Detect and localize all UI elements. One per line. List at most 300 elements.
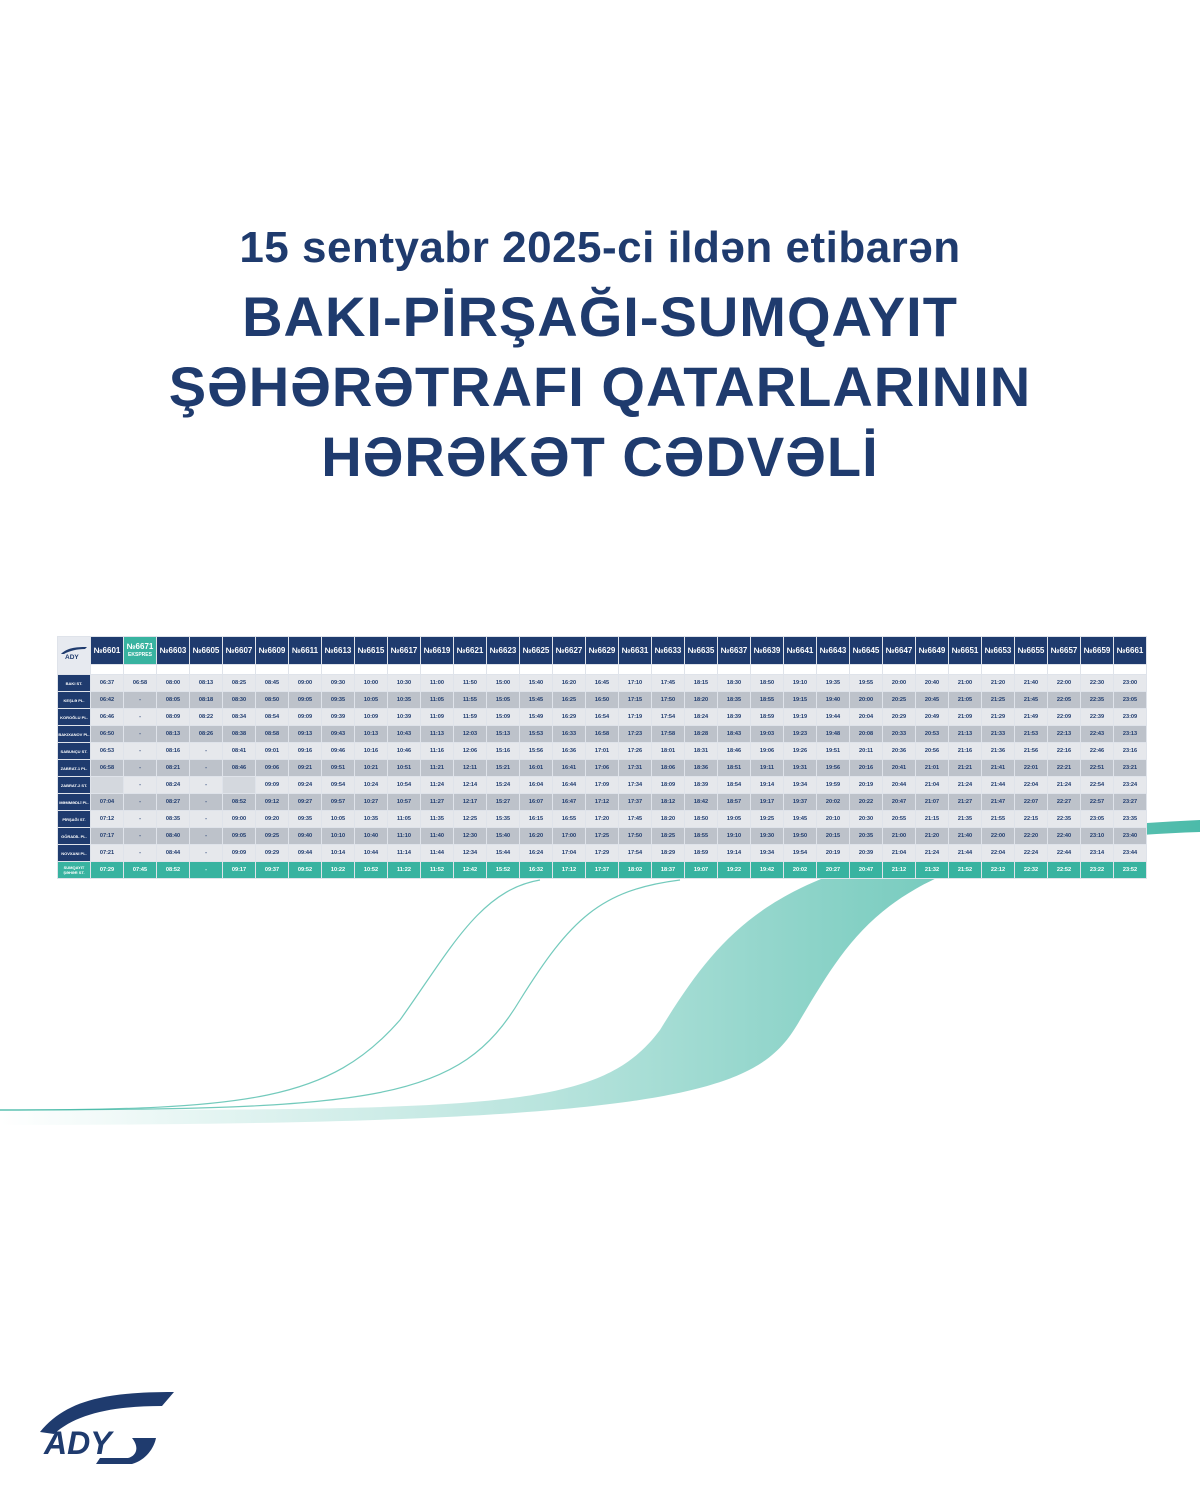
train-number-header	[1048, 637, 1080, 664]
time-cell: 22:46	[1081, 743, 1113, 759]
time-cell: 09:21	[289, 760, 321, 776]
time-cell: 06:53	[91, 743, 123, 759]
time-cell: 15:16	[487, 743, 519, 759]
time-cell: 20:36	[883, 743, 915, 759]
time-cell: -	[124, 743, 156, 759]
time-cell: 16:33	[553, 726, 585, 742]
time-cell: 21:49	[1015, 709, 1047, 725]
time-cell: 21:24	[949, 777, 981, 793]
train-number-label: №6633	[654, 646, 682, 655]
time-cell: 08:13	[190, 675, 222, 691]
time-cell: 22:07	[1015, 794, 1047, 810]
train-subheader-cell	[388, 665, 420, 674]
station-name: KEŞLƏ PL.	[58, 692, 90, 708]
time-cell: 20:30	[850, 811, 882, 827]
train-number-header	[520, 637, 552, 664]
time-cell: 12:30	[454, 828, 486, 844]
time-cell: 12:11	[454, 760, 486, 776]
time-cell: 21:47	[982, 794, 1014, 810]
time-cell: 21:27	[949, 794, 981, 810]
time-cell: 21:40	[949, 828, 981, 844]
train-number-label: №6639	[753, 646, 781, 655]
title-schedule-line: HƏRƏKƏT CƏDVƏLİ	[321, 425, 879, 488]
time-cell: 17:00	[553, 828, 585, 844]
time-cell: 21:07	[916, 794, 948, 810]
time-cell: 22:00	[1048, 675, 1080, 691]
time-cell: 19:19	[784, 709, 816, 725]
time-cell: 23:44	[1114, 845, 1146, 861]
station-name: BAKIXANOV PL.	[58, 726, 90, 742]
station-name: MƏMMƏDLİ PL.	[58, 794, 90, 810]
time-cell: 11:09	[421, 709, 453, 725]
time-cell: 08:26	[190, 726, 222, 742]
time-cell: 22:05	[1048, 692, 1080, 708]
time-cell: 10:35	[388, 692, 420, 708]
time-cell: 17:54	[652, 709, 684, 725]
train-number-header	[289, 637, 321, 664]
station-name: SUMQAYIT ŞƏHƏR ST.	[58, 862, 90, 878]
train-number-header	[355, 637, 387, 664]
time-cell: 08:21	[157, 760, 189, 776]
train-subheader-cell	[916, 665, 948, 674]
time-cell: 09:43	[322, 726, 354, 742]
time-cell: 22:27	[1048, 794, 1080, 810]
time-cell: 15:21	[487, 760, 519, 776]
train-number-header	[916, 637, 948, 664]
time-cell: 10:52	[355, 862, 387, 878]
time-cell: 17:12	[553, 862, 585, 878]
time-cell: 21:00	[883, 828, 915, 844]
time-cell: 08:24	[157, 777, 189, 793]
time-cell: 23:22	[1081, 862, 1113, 878]
time-cell: 18:09	[652, 777, 684, 793]
train-number-label: №6649	[918, 646, 946, 655]
time-cell: 19:06	[751, 743, 783, 759]
time-cell: 09:20	[256, 811, 288, 827]
time-cell: 21:24	[1048, 777, 1080, 793]
station-name: KOROĞLU PL.	[58, 709, 90, 725]
table-row	[58, 760, 1146, 776]
time-cell: 15:52	[487, 862, 519, 878]
time-cell: 20:22	[850, 794, 882, 810]
train-number-header	[256, 637, 288, 664]
time-cell: 19:54	[784, 845, 816, 861]
page-title	[0, 222, 1200, 492]
time-cell: 18:43	[718, 726, 750, 742]
time-cell: 20:39	[850, 845, 882, 861]
time-cell: 22:12	[982, 862, 1014, 878]
time-cell: 15:00	[487, 675, 519, 691]
time-cell: 10:22	[322, 862, 354, 878]
time-cell: 15:40	[520, 675, 552, 691]
time-cell: 11:52	[421, 862, 453, 878]
time-cell: 21:33	[982, 726, 1014, 742]
train-number-header	[586, 637, 618, 664]
time-cell: 06:58	[91, 760, 123, 776]
time-cell: 19:30	[751, 828, 783, 844]
train-number-header	[124, 637, 156, 664]
time-cell: 21:05	[949, 692, 981, 708]
time-cell: 11:05	[421, 692, 453, 708]
time-cell: 21:35	[949, 811, 981, 827]
time-cell: 17:50	[619, 828, 651, 844]
time-cell: 09:51	[322, 760, 354, 776]
time-cell: -	[124, 828, 156, 844]
time-cell: 20:11	[850, 743, 882, 759]
time-cell: 19:34	[784, 777, 816, 793]
time-cell: 09:46	[322, 743, 354, 759]
time-cell: 09:01	[256, 743, 288, 759]
time-cell: 17:15	[619, 692, 651, 708]
time-cell: 17:37	[586, 862, 618, 878]
train-number-header	[1081, 637, 1113, 664]
train-number-header	[388, 637, 420, 664]
time-cell: -	[124, 692, 156, 708]
time-cell: 19:45	[784, 811, 816, 827]
time-cell	[91, 777, 123, 793]
time-cell: 17:20	[586, 811, 618, 827]
time-cell: 21:21	[949, 760, 981, 776]
time-cell: 21:29	[982, 709, 1014, 725]
time-cell: 17:37	[619, 794, 651, 810]
train-number-header	[454, 637, 486, 664]
table-row	[58, 777, 1146, 793]
time-cell: 18:59	[751, 709, 783, 725]
time-cell: 07:04	[91, 794, 123, 810]
time-cell: 16:50	[586, 692, 618, 708]
time-cell: 19:26	[784, 743, 816, 759]
time-cell: 16:45	[586, 675, 618, 691]
train-number-label: №6651	[951, 646, 979, 655]
time-cell: 06:50	[91, 726, 123, 742]
time-cell: 21:32	[916, 862, 948, 878]
time-cell: 08:52	[157, 862, 189, 878]
time-cell: 18:24	[685, 709, 717, 725]
time-cell: 18:37	[652, 862, 684, 878]
time-cell: 23:14	[1081, 845, 1113, 861]
time-cell: 18:39	[718, 709, 750, 725]
time-cell: 06:42	[91, 692, 123, 708]
time-cell: 22:35	[1048, 811, 1080, 827]
time-cell: 23:00	[1114, 675, 1146, 691]
time-cell: 20:02	[784, 862, 816, 878]
time-cell: 20:45	[916, 692, 948, 708]
time-cell: 19:59	[817, 777, 849, 793]
time-cell: 10:57	[388, 794, 420, 810]
time-cell: 09:12	[256, 794, 288, 810]
time-cell: 10:27	[355, 794, 387, 810]
time-cell: 09:54	[322, 777, 354, 793]
time-cell: 21:41	[982, 760, 1014, 776]
train-number-label: №6627	[555, 646, 583, 655]
time-cell: 21:56	[1015, 743, 1047, 759]
time-cell: 12:06	[454, 743, 486, 759]
time-cell: 22:20	[1015, 828, 1047, 844]
train-subheader-cell	[454, 665, 486, 674]
train-number-label: №6629	[588, 646, 616, 655]
time-cell: 15:05	[487, 692, 519, 708]
time-cell: 19:07	[685, 862, 717, 878]
time-cell: 22:32	[1015, 862, 1047, 878]
time-cell: 19:17	[751, 794, 783, 810]
time-cell: 10:24	[355, 777, 387, 793]
time-cell: 16:32	[520, 862, 552, 878]
time-cell: 15:44	[487, 845, 519, 861]
time-cell: 22:40	[1048, 828, 1080, 844]
time-cell: 19:05	[718, 811, 750, 827]
time-cell: 10:13	[355, 726, 387, 742]
table-row	[58, 709, 1146, 725]
train-subheader-cell	[1114, 665, 1146, 674]
station-name: SABUNÇU ST.	[58, 743, 90, 759]
time-cell: 16:01	[520, 760, 552, 776]
train-subheader-cell	[883, 665, 915, 674]
time-cell: 18:01	[652, 743, 684, 759]
time-cell: 23:24	[1114, 777, 1146, 793]
train-number-header	[883, 637, 915, 664]
time-cell: 19:37	[784, 794, 816, 810]
time-cell: 18:51	[718, 760, 750, 776]
station-name: PİRŞAĞI ST.	[58, 811, 90, 827]
train-number-label: №6615	[357, 646, 385, 655]
time-cell: 09:35	[289, 811, 321, 827]
train-number-label: №6613	[324, 646, 352, 655]
time-cell: 20:08	[850, 726, 882, 742]
time-cell: 18:55	[685, 828, 717, 844]
train-subheader-cell	[91, 665, 123, 674]
time-cell: 16:58	[586, 726, 618, 742]
time-cell: 20:33	[883, 726, 915, 742]
time-cell: 20:02	[817, 794, 849, 810]
time-cell: 22:44	[1048, 845, 1080, 861]
time-cell: 18:54	[718, 777, 750, 793]
time-cell: 10:44	[355, 845, 387, 861]
train-number-label: №6609	[258, 646, 286, 655]
time-cell: 17:45	[619, 811, 651, 827]
time-cell: 08:27	[157, 794, 189, 810]
train-subheader-cell	[1015, 665, 1047, 674]
time-cell: 17:54	[619, 845, 651, 861]
train-number-label: №6611	[291, 646, 319, 655]
time-cell: 19:42	[751, 862, 783, 878]
train-number-label: №6641	[786, 646, 814, 655]
train-number-header	[751, 637, 783, 664]
time-cell: 16:15	[520, 811, 552, 827]
time-cell: 10:40	[355, 828, 387, 844]
time-cell: 16:04	[520, 777, 552, 793]
time-cell: 18:02	[619, 862, 651, 878]
time-cell: 10:54	[388, 777, 420, 793]
time-cell: 19:34	[751, 845, 783, 861]
time-cell: 17:45	[652, 675, 684, 691]
time-cell: -	[124, 709, 156, 725]
time-cell: 21:53	[1015, 726, 1047, 742]
time-cell: 08:38	[223, 726, 255, 742]
time-cell: 17:58	[652, 726, 684, 742]
time-cell: 08:52	[223, 794, 255, 810]
time-cell: 08:18	[190, 692, 222, 708]
time-cell: 09:09	[289, 709, 321, 725]
time-cell: 11:13	[421, 726, 453, 742]
train-number-label: №6621	[456, 646, 484, 655]
time-cell: 17:31	[619, 760, 651, 776]
time-cell: 10:09	[355, 709, 387, 725]
time-cell: 19:10	[718, 828, 750, 844]
time-cell: 20:47	[883, 794, 915, 810]
table-row	[58, 828, 1146, 844]
time-cell: 19:03	[751, 726, 783, 742]
time-cell: 18:59	[685, 845, 717, 861]
time-cell: 18:46	[718, 743, 750, 759]
station-name: ZABRAT-1 PL.	[58, 760, 90, 776]
time-cell: 16:20	[553, 675, 585, 691]
train-number-header	[1015, 637, 1047, 664]
train-number-header	[1114, 637, 1146, 664]
time-cell: 22:30	[1081, 675, 1113, 691]
train-number-header	[949, 637, 981, 664]
time-cell: 17:01	[586, 743, 618, 759]
time-cell: 18:25	[652, 828, 684, 844]
time-cell: 18:31	[685, 743, 717, 759]
train-number-header	[322, 637, 354, 664]
ady-logo-text: ADY	[44, 1425, 112, 1461]
time-cell: 21:52	[949, 862, 981, 878]
table-row	[58, 743, 1146, 759]
time-cell: 08:22	[190, 709, 222, 725]
time-cell: 20:56	[916, 743, 948, 759]
train-subheader-cell	[157, 665, 189, 674]
time-cell: 17:25	[586, 828, 618, 844]
train-subheader-cell	[355, 665, 387, 674]
train-number-header	[553, 637, 585, 664]
time-cell: 21:01	[916, 760, 948, 776]
table-row	[58, 726, 1146, 742]
title-date-line: 15 sentyabr 2025-ci ildən etibarən	[239, 223, 961, 272]
train-subheader-cell	[322, 665, 354, 674]
time-cell: 22:04	[982, 845, 1014, 861]
time-cell: 08:34	[223, 709, 255, 725]
time-cell: 06:58	[124, 675, 156, 691]
train-subheader-cell	[817, 665, 849, 674]
time-cell: 08:40	[157, 828, 189, 844]
station-name: NOVXANI PL.	[58, 845, 90, 861]
time-cell: -	[190, 811, 222, 827]
time-cell: 06:46	[91, 709, 123, 725]
time-cell: 21:25	[982, 692, 1014, 708]
time-cell: -	[190, 828, 222, 844]
time-cell: 09:40	[289, 828, 321, 844]
train-number-label: №6671	[126, 641, 154, 651]
time-cell: 21:20	[916, 828, 948, 844]
time-cell: 08:09	[157, 709, 189, 725]
time-cell: -	[124, 760, 156, 776]
time-cell: -	[190, 845, 222, 861]
time-cell: 16:55	[553, 811, 585, 827]
time-cell: 15:24	[487, 777, 519, 793]
time-cell: 08:46	[223, 760, 255, 776]
table-row	[58, 811, 1146, 827]
time-cell: 23:21	[1114, 760, 1146, 776]
time-cell: 06:37	[91, 675, 123, 691]
time-cell: 23:27	[1114, 794, 1146, 810]
time-cell: 18:57	[718, 794, 750, 810]
time-cell: 21:20	[982, 675, 1014, 691]
train-number-label: №6643	[819, 646, 847, 655]
time-cell: 18:20	[685, 692, 717, 708]
table-row	[58, 675, 1146, 691]
time-cell: 21:44	[949, 845, 981, 861]
train-subheader-cell	[223, 665, 255, 674]
time-cell: 19:22	[718, 862, 750, 878]
train-number-header	[652, 637, 684, 664]
train-subheader-cell	[685, 665, 717, 674]
time-cell: 09:29	[256, 845, 288, 861]
time-cell: 09:24	[289, 777, 321, 793]
time-cell: 11:50	[454, 675, 486, 691]
train-number-label: №6655	[1017, 646, 1045, 655]
time-cell: -	[124, 726, 156, 742]
time-cell: 22:57	[1081, 794, 1113, 810]
time-cell: 19:35	[817, 675, 849, 691]
time-cell: 17:09	[586, 777, 618, 793]
time-cell: 09:05	[289, 692, 321, 708]
time-cell: 11:21	[421, 760, 453, 776]
time-cell: 16:54	[586, 709, 618, 725]
time-cell: 16:24	[520, 845, 552, 861]
time-cell: 15:35	[487, 811, 519, 827]
time-cell: 10:43	[388, 726, 420, 742]
train-subheader-cell	[619, 665, 651, 674]
time-cell: 20:25	[883, 692, 915, 708]
time-cell: 08:16	[157, 743, 189, 759]
train-subheader-cell	[1081, 665, 1113, 674]
time-cell: 09:00	[289, 675, 321, 691]
time-cell: 09:06	[256, 760, 288, 776]
time-cell: 20:27	[817, 862, 849, 878]
time-cell: 11:35	[421, 811, 453, 827]
train-subheader-cell	[751, 665, 783, 674]
time-cell: 08:44	[157, 845, 189, 861]
time-cell: 21:15	[916, 811, 948, 827]
time-cell: 11:44	[421, 845, 453, 861]
time-cell: 16:07	[520, 794, 552, 810]
station-name: GÖRADİL PL.	[58, 828, 90, 844]
time-cell: 21:45	[1015, 692, 1047, 708]
time-cell: 19:23	[784, 726, 816, 742]
train-number-label: №6645	[852, 646, 880, 655]
time-cell: 15:13	[487, 726, 519, 742]
time-cell: 19:11	[751, 760, 783, 776]
time-cell: 16:41	[553, 760, 585, 776]
time-cell: 08:50	[256, 692, 288, 708]
time-cell: -	[190, 743, 222, 759]
time-cell: 20:55	[883, 811, 915, 827]
time-cell: -	[124, 794, 156, 810]
time-cell: -	[190, 794, 222, 810]
time-cell: 22:35	[1081, 692, 1113, 708]
time-cell: 09:57	[322, 794, 354, 810]
time-cell: 11:27	[421, 794, 453, 810]
time-cell: 20:19	[850, 777, 882, 793]
time-cell: 17:34	[619, 777, 651, 793]
table-row	[58, 794, 1146, 810]
time-cell: 20:41	[883, 760, 915, 776]
time-cell: 22:24	[1015, 845, 1047, 861]
time-cell: 08:25	[223, 675, 255, 691]
time-cell: 10:51	[388, 760, 420, 776]
time-cell: 10:05	[322, 811, 354, 827]
time-cell: 19:55	[850, 675, 882, 691]
